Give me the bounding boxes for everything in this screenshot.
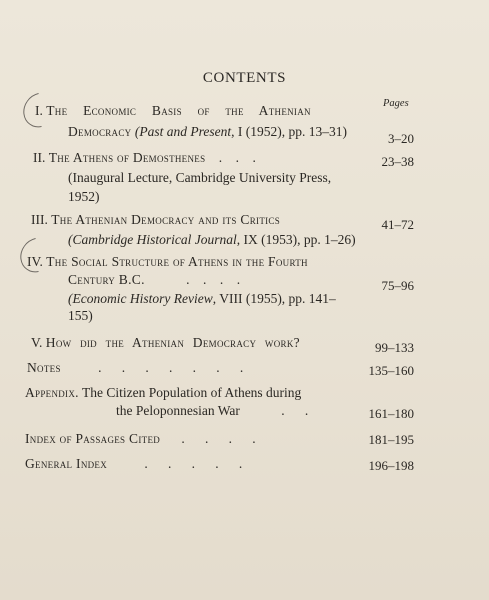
page-range: 161–180: [368, 406, 414, 421]
toc-entry-2-line-2: (Inaugural Lecture, Cambridge University Press,: [68, 170, 332, 185]
page-title: CONTENTS: [202, 70, 287, 86]
entry-title: The Social Structure of Athens in the Fourth: [46, 254, 308, 269]
entry-title: How did the Athenian Democracy work?: [45, 335, 300, 350]
page-range: 135–160: [368, 363, 414, 378]
entry-number: IV.: [27, 254, 43, 269]
entry-title: The Economic Basis of the Athenian: [46, 103, 311, 118]
pages-column-label: Pages: [383, 98, 409, 109]
toc-entry-4-line-2: Century B.C. . . . .: [68, 272, 241, 287]
page-range: 181–195: [368, 432, 414, 447]
page-range: 99–133: [375, 340, 414, 355]
toc-entry-1: [35, 103, 311, 119]
page-range: 3–20: [388, 131, 414, 146]
entry-number: III.: [31, 212, 48, 227]
toc-entry-5: [31, 335, 300, 351]
page-range: 23–38: [381, 154, 414, 169]
entry-number: II.: [33, 150, 46, 165]
entry-title: Appendix.: [25, 385, 79, 400]
toc-entry-2: II. The Athens of Demosthenes . . .: [33, 150, 256, 165]
entry-number: V.: [31, 335, 43, 350]
toc-entry-2-line-3: 1952): [68, 189, 100, 204]
entry-number: I.: [35, 103, 43, 118]
page-range: 41–72: [381, 217, 414, 232]
page-range: 196–198: [368, 458, 414, 473]
toc-entry-notes: Notes . . . . . . .: [27, 360, 244, 375]
toc-entry-1-line-2: Democracy (Past and Present, I (1952), pp. 13–31): [68, 124, 347, 139]
toc-entry-general-index: General Index . . . . .: [25, 456, 243, 471]
entry-title: Index of Passages Cited: [25, 431, 161, 446]
page-range: 75–96: [381, 278, 414, 293]
entry-title: The Athenian Democracy and its Critics: [51, 212, 281, 227]
entry-title: General Index: [25, 456, 108, 471]
toc-entry-appendix-line-2: the Peloponnesian War . .: [116, 403, 309, 418]
toc-entry-3-line-2: (Cambridge Historical Journal, IX (1953), pp. 1–26): [68, 232, 356, 247]
toc-entry-4-line-4: 155): [68, 308, 93, 323]
toc-entry-index-passages: Index of Passages Cited . . . .: [25, 431, 256, 446]
toc-entry-4-line-3: (Economic History Review, VIII (1955), pp. 141–: [68, 291, 336, 306]
toc-entry-appendix: Appendix. The Citizen Population of Athens during: [25, 385, 302, 400]
toc-entry-3: [31, 212, 280, 228]
entry-title: The Athens of Demosthenes: [48, 150, 206, 165]
entry-title: Notes: [27, 360, 61, 375]
toc-entry-4: [27, 254, 308, 270]
